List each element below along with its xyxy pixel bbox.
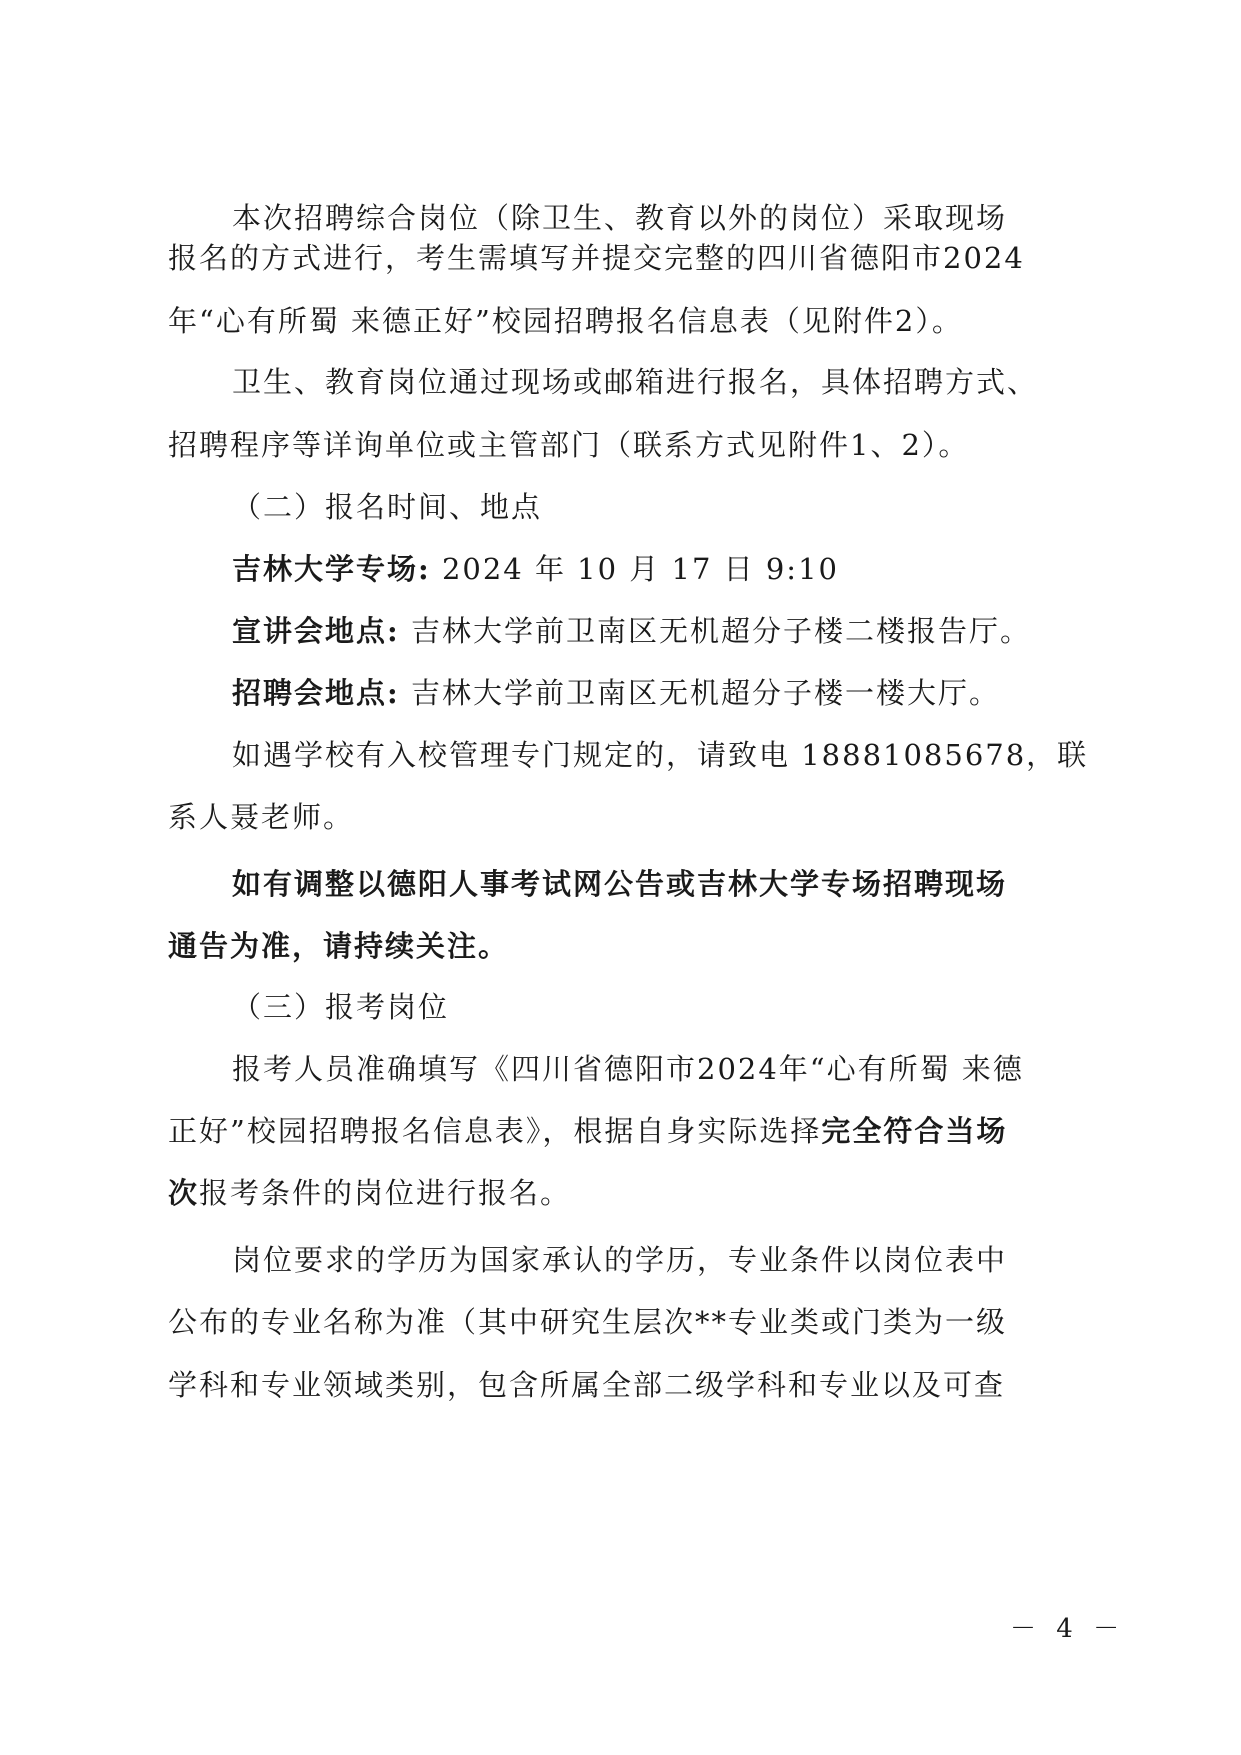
briefing-venue-label: 宣讲会地点: — [232, 614, 400, 648]
apply-line-2-emphasis: 完全符合当场 — [821, 1114, 1008, 1148]
notice-paragraph-line-2: 通告为准，请持续关注。 — [168, 929, 510, 963]
paragraph-1-line-1: 本次招聘综合岗位（除卫生、教育以外的岗位）采取现场 — [232, 201, 1008, 235]
contact-paragraph-line-2: 系人聂老师。 — [168, 800, 355, 834]
page-number: － 4 － — [1010, 1614, 1126, 1644]
paragraph-1-line-3: 年“心有所蜀 来德正好”校园招聘报名信息表（见附件2）。 — [168, 304, 963, 338]
apply-line-3-text: 报考条件的岗位进行报名。 — [199, 1176, 572, 1210]
requirements-paragraph-line-2: 公布的专业名称为准（其中研究生层次**专业类或门类为一级 — [168, 1305, 1008, 1339]
job-fair-venue-label: 招聘会地点: — [232, 676, 400, 710]
contact-paragraph-line-1: 如遇学校有入校管理专门规定的，请致电 18881085678，联 — [232, 738, 1089, 772]
paragraph-2-line-2: 招聘程序等详询单位或主管部门（联系方式见附件1、2）。 — [168, 428, 970, 462]
notice-paragraph-line-1: 如有调整以德阳人事考试网公告或吉林大学专场招聘现场 — [232, 867, 1008, 901]
requirements-paragraph-line-1: 岗位要求的学历为国家承认的学历，专业条件以岗位表中 — [232, 1243, 1008, 1277]
briefing-venue-line — [232, 611, 1078, 651]
jilin-session-label: 吉林大学专场: — [232, 552, 431, 586]
briefing-venue-value: 吉林大学前卫南区无机超分子楼二楼报告厅。 — [410, 614, 1031, 648]
apply-paragraph-line-1: 报考人员准确填写《四川省德阳市2024年“心有所蜀 来德 — [232, 1052, 1024, 1086]
section-2-heading: （二）报名时间、地点 — [232, 490, 543, 524]
paragraph-1-line-2: 报名的方式进行，考生需填写并提交完整的四川省德阳市2024 — [168, 241, 1025, 275]
requirements-paragraph-line-3: 学科和专业领域类别，包含所属全部二级学科和专业以及可查 — [168, 1368, 1006, 1402]
paragraph-2-line-1: 卫生、教育岗位通过现场或邮箱进行报名，具体招聘方式、 — [232, 365, 1039, 399]
apply-line-3-emphasis: 次 — [168, 1176, 200, 1210]
jilin-session-line — [232, 549, 1078, 589]
apply-line-2-text: 正好”校园招聘报名信息表》，根据自身实际选择 — [168, 1114, 822, 1148]
job-fair-venue-line — [232, 673, 1078, 713]
apply-paragraph-line-2 — [168, 1111, 1078, 1151]
job-fair-venue-value: 吉林大学前卫南区无机超分子楼一楼大厅。 — [410, 676, 1000, 710]
apply-paragraph-line-3 — [168, 1173, 1078, 1213]
section-3-heading: （三）报考岗位 — [232, 990, 450, 1024]
jilin-session-value: 2024 年 10 月 17 日 9:10 — [441, 552, 839, 586]
